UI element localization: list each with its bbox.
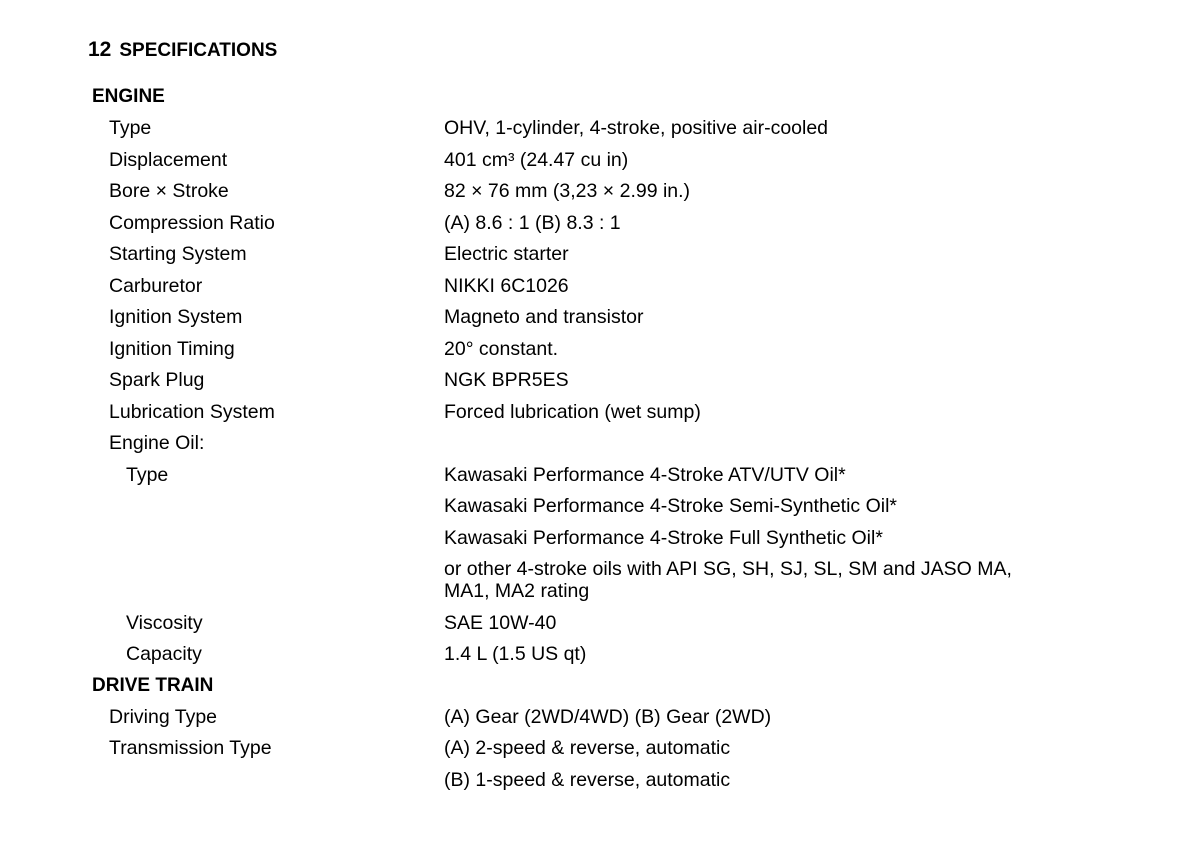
spec-label-engine-oil: Engine Oil:: [109, 432, 205, 454]
spec-value-capacity: 1.4 L (1.5 US qt): [444, 643, 587, 665]
spec-value-bore-stroke: 82 × 76 mm (3,23 × 2.99 in.): [444, 180, 691, 202]
spec-label-ignition-timing: Ignition Timing: [109, 338, 235, 360]
spec-value-displacement: 401 cm³ (24.47 cu in): [444, 149, 629, 171]
spec-label-spark-plug: Spark Plug: [109, 369, 205, 391]
spec-label-oil-type: Type: [126, 464, 169, 486]
spec-label-capacity: Capacity: [126, 643, 202, 665]
spec-label-starting: Starting System: [109, 243, 247, 265]
spec-value-starting: Electric starter: [444, 243, 569, 265]
spec-value-viscosity: SAE 10W-40: [444, 612, 557, 634]
spec-value-transmission-2: (B) 1-speed & reverse, automatic: [444, 769, 731, 791]
spec-label-displacement: Displacement: [109, 149, 228, 171]
spec-label-driving-type: Driving Type: [109, 706, 218, 728]
spec-value-oil-type-3: Kawasaki Performance 4-Stroke Full Synthetic Oil*: [444, 527, 883, 549]
spec-value-transmission-1: (A) 2-speed & reverse, automatic: [444, 737, 731, 759]
spec-label-transmission: Transmission Type: [109, 737, 272, 759]
page-title: SPECIFICATIONS: [119, 40, 278, 61]
spec-value-spark-plug: NGK BPR5ES: [444, 369, 569, 391]
spec-value-ignition-timing: 20° constant.: [444, 338, 559, 360]
spec-value-compression: (A) 8.6 : 1 (B) 8.3 : 1: [444, 212, 621, 234]
spec-value-type: OHV, 1-cylinder, 4-stroke, positive air-cooled: [444, 117, 829, 139]
spec-label-lubrication: Lubrication System: [109, 401, 275, 423]
section-title-engine: ENGINE: [92, 86, 165, 107]
spec-value-oil-type-1: Kawasaki Performance 4-Stroke ATV/UTV Oil*: [444, 464, 846, 486]
page-number: 12: [88, 38, 112, 61]
spec-value-carburetor: NIKKI 6C1026: [444, 275, 569, 297]
spec-value-ignition-system: Magneto and transistor: [444, 306, 644, 328]
spec-label-viscosity: Viscosity: [126, 612, 203, 634]
page-header: [88, 38, 277, 62]
spec-value-driving-type: (A) Gear (2WD/4WD) (B) Gear (2WD): [444, 706, 772, 728]
spec-label-type: Type: [109, 117, 152, 139]
spec-value-lubrication: Forced lubrication (wet sump): [444, 401, 701, 423]
spec-value-oil-type-2: Kawasaki Performance 4-Stroke Semi-Synthetic Oil*: [444, 495, 898, 517]
spec-label-compression: Compression Ratio: [109, 212, 275, 234]
spec-label-carburetor: Carburetor: [109, 275, 203, 297]
section-title-drive-train: DRIVE TRAIN: [92, 675, 214, 696]
spec-value-oil-type-5: MA1, MA2 rating: [444, 580, 590, 602]
spec-label-ignition-system: Ignition System: [109, 306, 243, 328]
spec-value-oil-type-4: or other 4-stroke oils with API SG, SH, SJ, SL, SM and JASO MA,: [444, 558, 1012, 580]
spec-label-bore-stroke: Bore × Stroke: [109, 180, 229, 202]
